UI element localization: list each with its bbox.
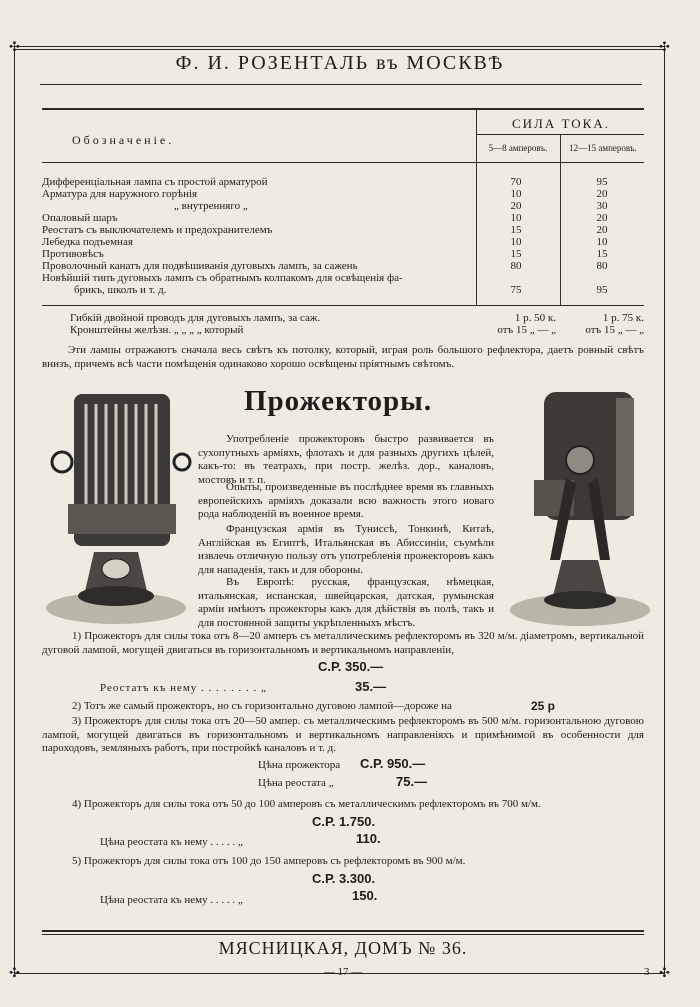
sub-header-2: 12—15 амперовъ. [569, 143, 637, 153]
corner-ornament-icon: ✣ [9, 39, 20, 54]
frame-top-rule-thin [14, 49, 665, 50]
section-paragraph: Французская армія въ Туниссѣ, Тонкинѣ, Китаѣ, Англійская въ Египтѣ, Итальянская въ Абиссиніи, съумѣли извлечь отличную пользу отъ употребленія прожекторовъ какъ для нападенія, такъ и для обороны. [198, 523, 494, 576]
table-bottom-rule [42, 305, 644, 306]
table-row: брикъ, школъ и т. д. 75 95 [74, 284, 608, 296]
footer-address: МЯСНИЦКАЯ, ДОМЪ № 36. [218, 938, 468, 958]
footer-rule [42, 930, 644, 932]
page-header-title: Ф. И. РОЗЕНТАЛЬ въ МОСКВѢ [175, 52, 505, 74]
table-row: Опаловый шаръ 10 20 [42, 212, 608, 224]
corner-ornament-icon: ✣ [9, 965, 20, 980]
corner-ornament-icon: ✣ [659, 39, 670, 54]
item-3-price: С.Р. 950.— [360, 756, 426, 771]
item-3-text: 3) Прожекторъ для силы тока отъ 20—50 ампер. съ металлическимъ рефлекторомъ въ 500 м/м. горизонтальною дуговою лампой, могущей двигаться въ горизонтальномъ и вертикальномъ направленіяхъ и примѣнимой въ особенности для пароходовъ, земляныхъ работъ, при постройкѣ каналовъ и т. д. [42, 715, 644, 754]
item-4-reostat-label: Цѣна реостата къ нему . . . . . „ [100, 836, 243, 848]
table-row: Арматура для наружного горѣнія 10 20 [42, 188, 608, 200]
item-1-reostat-label: Реостатъ къ нему . . . . . . . . „ [100, 682, 267, 694]
item-1-price: С.Р. 350.— [318, 659, 384, 674]
searchlight-front-illustration [44, 384, 194, 628]
item-5-reostat-label: Цѣна реостата къ нему . . . . . „ [100, 894, 243, 906]
header-bottom-rule [42, 162, 644, 163]
table-row: Кронштейны желѣзн. „ „ „ „ который отъ 15 „ — „ отъ 15 „ — „ [70, 324, 644, 336]
item-1-text: 1) Прожекторъ для силы тока отъ 8—20 амперъ съ металлическимъ рефлекторомъ въ 320 м/м. діаметромъ, вертикальной дуговой лампой, могущей двигаться въ горизонтальномъ и вертикальномъ направленіи, [42, 630, 644, 656]
table-row: Проволочный канатъ для подвѣшиванія дуговыхъ лампъ, за сажень 80 80 [42, 260, 608, 272]
frame-right-rule [664, 46, 665, 974]
lamps-note: Эти лампы отражаютъ сначала весь свѣтъ къ потолку, который, играя роль большого рефлектора, даетъ ровный свѣтъ внизъ, причемъ всѣ части помѣщенія одинаково хорошо освѣщены пріятнымъ свѣтомъ. [42, 344, 644, 370]
corner-ornament-icon: ✣ [659, 965, 670, 980]
table-row: „ внутренняго „ 20 30 [174, 200, 608, 212]
subheader-rule [476, 134, 644, 135]
item-4-price: С.Р. 1.750. [312, 814, 376, 829]
section-paragraph: Употребленіе прожекторовъ быстро развивается въ сухопутныхъ арміяхъ, флотахъ и для разныхъ другихъ цѣлей, какъ-то: въ театрахъ, при постр. желѣз. дор., каналовъ, мостовъ и т. п. [198, 433, 494, 486]
corner-number: 3 [644, 966, 650, 978]
item-4-text: 4) Прожекторъ для силы тока отъ 50 до 100 амперовъ съ металлическимъ рефлекторомъ въ 700 м/м. [72, 798, 541, 810]
table-row: Лебедка подъемная 10 10 [42, 236, 608, 248]
section-title: Прожекторы. [244, 385, 433, 417]
section-paragraph: Опыты, произведенные въ послѣднее время въ главныхъ европейскихъ арміяхъ доказали всю важность этого новаго рода наблюденій въ военное время. [198, 481, 494, 520]
table-row: Новѣйшій типъ дуговыхъ лампъ съ обратнымъ колпакомъ для освѣщенія фа- [42, 272, 403, 284]
item-1-reostat-price: 35.— [355, 679, 387, 694]
item-3-price-label: Цѣна прожектора [258, 759, 341, 771]
section-paragraph: Въ Европѣ: русская, французская, нѣмецкая, итальянская, испанская, швейцарская, датская, румынская арміи имѣютъ прожекторы какъ для дѣйствія въ полѣ, такъ и для постоянной защиты укрѣпленныхъ мѣстъ. [198, 576, 494, 629]
page-number: — 17 — [323, 966, 363, 978]
footer-rule-thin [42, 934, 644, 935]
table-row: Дифференціальная лампа съ простой арматурой 70 95 [42, 176, 608, 188]
table-top-rule [42, 108, 644, 110]
item-2-extra: 25 р [531, 699, 556, 713]
item-3-reostat-label: Цѣна реостата „ [258, 777, 334, 789]
sub-header-1: 5—8 амперовъ. [488, 143, 548, 153]
col-current-header: СИЛА ТОКА. [512, 116, 610, 131]
item-5-text: 5) Прожекторъ для силы тока отъ 100 до 150 амперовъ съ рефлекторомъ въ 900 м/м. [72, 855, 466, 867]
frame-left-rule [14, 46, 15, 974]
col-designation-header: Обозначеніе. [72, 133, 175, 147]
item-2-text: 2) Тотъ же самый прожекторъ, но съ горизонтально дуговою лампой—дороже на [72, 700, 452, 712]
searchlight-side-illustration [506, 388, 652, 628]
item-4-reostat-price: 110. [356, 831, 381, 846]
item-5-price: С.Р. 3.300. [312, 871, 376, 886]
table-row: Гибкій двойной проводъ для дуговыхъ лампъ, за саж. 1 р. 50 к. 1 р. 75 к. [70, 312, 644, 324]
table-row: Противовѣсъ 15 15 [42, 248, 608, 260]
table-row: Реостатъ съ выключателемъ и предохранителемъ 15 20 [42, 224, 608, 236]
header-rule [40, 84, 642, 85]
item-5-reostat-price: 150. [352, 888, 378, 903]
frame-top-rule [14, 46, 665, 47]
item-3-reostat-price: 75.— [396, 774, 428, 789]
